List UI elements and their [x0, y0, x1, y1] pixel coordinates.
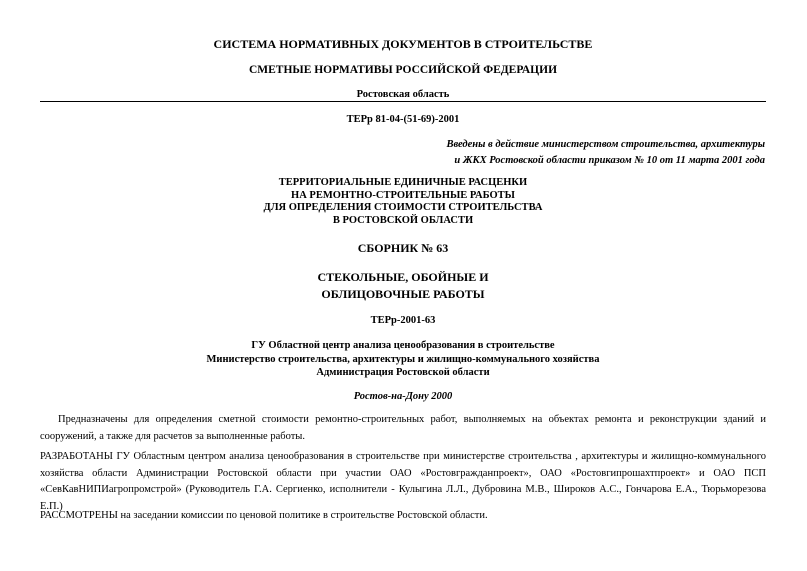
collection-number: СБОРНИК № 63	[357, 241, 449, 255]
header-divider	[40, 101, 766, 102]
title-line: В РОСТОВСКОЙ ОБЛАСТИ	[332, 214, 474, 226]
organization-line: Администрация Ростовской области	[316, 367, 490, 378]
organization-line: ГУ Областной центр анализа ценообразования в строительстве	[251, 340, 555, 351]
organization-block	[40, 339, 766, 380]
region-heading: Ростовская область	[356, 89, 450, 100]
document-code: ТЕРр 81-04-(51-69)-2001	[346, 114, 460, 125]
collection-code: ТЕРр-2001-63	[370, 315, 436, 326]
introduction-line: Введены в действие министерством строительства, архитектуры	[446, 139, 765, 150]
introduction-note	[380, 137, 765, 169]
reviewed-paragraph: РАССМОТРЕНЫ на заседании комиссии по ценовой политике в строительстве Ростовской области.	[40, 510, 488, 521]
system-heading: СИСТЕМА НОРМАТИВНЫХ ДОКУМЕНТОВ В СТРОИТЕЛЬСТВЕ	[213, 37, 593, 51]
title-line: ТЕРРИТОРИАЛЬНЫЕ ЕДИНИЧНЫЕ РАСЦЕНКИ	[278, 177, 528, 188]
place-year: Ростов-на-Дону 2000	[353, 391, 453, 402]
title-line: НА РЕМОНТНО-СТРОИТЕЛЬНЫЕ РАБОТЫ	[291, 189, 515, 201]
norms-heading: СМЕТНЫЕ НОРМАТИВЫ РОССИЙСКОЙ ФЕДЕРАЦИИ	[248, 64, 558, 76]
organization-line: Министерство строительства, архитектуры и жилищно-коммунального хозяйства	[206, 353, 600, 365]
works-title-line: СТЕКОЛЬНЫЕ, ОБОЙНЫЕ И	[317, 270, 489, 284]
document-title	[40, 177, 766, 227]
works-title	[40, 269, 766, 302]
introduction-line: и ЖКХ Ростовской области приказом № 10 от 11 марта 2001 года	[454, 155, 765, 166]
developed-paragraph: РАЗРАБОТАНЫ ГУ Областным центром анализа ценообразования в строительстве при министерстве строительства , архитектуры и жилищно-коммунального хозяйства области Администрации Ростовской области при участии ОАО «Ростовгражданпроект», ОАО «Ростовгипрошахтпроект» и ОАО ПСП «СевКавНИПИагропромстрой» (Руководитель Г.А. Сергиенко, исполнители - Кулыгина Л.Л., Дубровина М.В., Широков А.С., Гончарова Е.А., Тюрьморезова Е.П.)	[40, 451, 766, 512]
purpose-paragraph: Предназначены для определения сметной стоимости ремонтно-строительных работ, выполняемых на объектах ремонта и реконструкции зданий и сооружений, а также для расчетов за выполненные работы.	[40, 414, 766, 442]
title-line: ДЛЯ ОПРЕДЕЛЕНИЯ СТОИМОСТИ СТРОИТЕЛЬСТВА	[263, 202, 543, 213]
works-title-line: ОБЛИЦОВОЧНЫЕ РАБОТЫ	[321, 286, 485, 301]
